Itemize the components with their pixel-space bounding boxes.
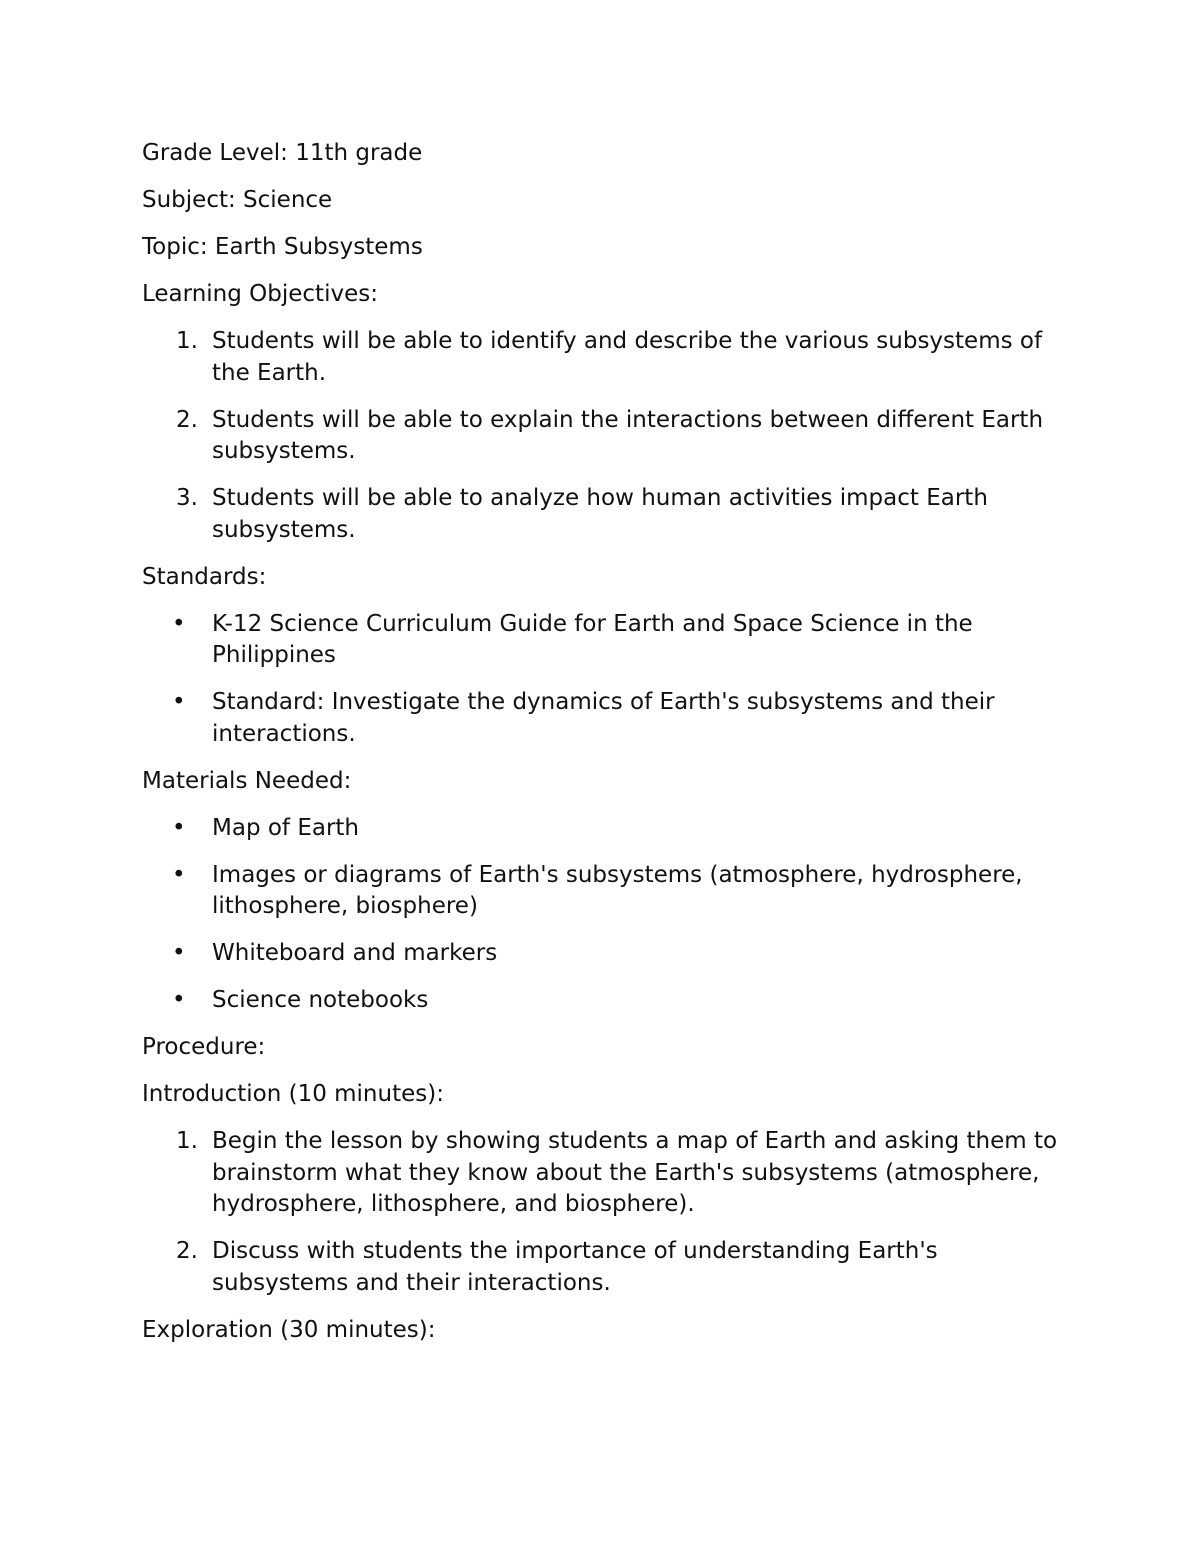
list-number: 3.	[176, 485, 198, 511]
document-page	[142, 138, 1072, 1362]
bullet-icon: •	[172, 940, 186, 966]
list-item-text: Images or diagrams of Earth's subsystems (atmosphere, hydrosphere, lithosphere, biosphere)	[212, 861, 1023, 919]
subject: Subject: Science	[142, 187, 333, 213]
list-number: 1.	[176, 1128, 198, 1154]
list-number: 2.	[176, 406, 198, 433]
exploration-heading: Exploration (30 minutes):	[142, 1316, 436, 1343]
list-item-text: Map of Earth	[212, 814, 360, 841]
list-item-text: Begin the lesson by showing students a map of Earth and asking them to brainstorm what they know about the Earth's subsystems (atmosphere, hydrosphere, lithosphere, and biosphere).	[212, 1128, 1058, 1217]
list-item-text: Students will be able to analyze how human activities impact Earth subsystems.	[212, 485, 988, 543]
list-item-text: Standard: Investigate the dynamics of Earth's subsystems and their interactions.	[212, 689, 995, 747]
list-item	[142, 326, 1072, 389]
list-item	[142, 985, 1072, 1017]
list-item-text: Students will be able to identify and describe the various subsystems of the Earth.	[212, 328, 1043, 386]
bullet-icon: •	[172, 610, 186, 637]
bullet-icon: •	[172, 987, 186, 1013]
introduction-list	[142, 1126, 1072, 1299]
list-number: 1.	[176, 328, 198, 354]
standards-heading: Standards:	[142, 563, 267, 590]
standards-list	[142, 609, 1072, 751]
list-item	[142, 1126, 1072, 1221]
learning-objectives-list	[142, 326, 1072, 546]
materials-heading: Materials Needed:	[142, 767, 352, 794]
bullet-icon: •	[172, 861, 186, 888]
list-item	[142, 938, 1072, 970]
list-item	[142, 405, 1072, 468]
grade-level: Grade Level: 11th grade	[142, 140, 423, 166]
list-item	[142, 813, 1072, 845]
list-item	[142, 483, 1072, 546]
list-item-text: Whiteboard and markers	[212, 940, 498, 966]
list-number: 2.	[176, 1238, 198, 1264]
list-item-text: Science notebooks	[212, 987, 429, 1013]
list-item	[142, 687, 1072, 750]
list-item	[142, 609, 1072, 672]
learning-objectives-heading: Learning Objectives:	[142, 281, 378, 307]
list-item	[142, 860, 1072, 923]
list-item-text: Students will be able to explain the interactions between different Earth subsystems.	[212, 406, 1044, 464]
procedure-heading: Procedure:	[142, 1034, 266, 1060]
list-item-text: Discuss with students the importance of understanding Earth's subsystems and their interactions.	[212, 1238, 938, 1296]
materials-list	[142, 813, 1072, 1017]
list-item	[142, 1236, 1072, 1299]
list-item-text: K-12 Science Curriculum Guide for Earth and Space Science in the Philippines	[212, 610, 973, 668]
bullet-icon: •	[172, 689, 186, 715]
topic: Topic: Earth Subsystems	[142, 234, 423, 260]
introduction-heading: Introduction (10 minutes):	[142, 1081, 444, 1107]
bullet-icon: •	[172, 814, 186, 841]
